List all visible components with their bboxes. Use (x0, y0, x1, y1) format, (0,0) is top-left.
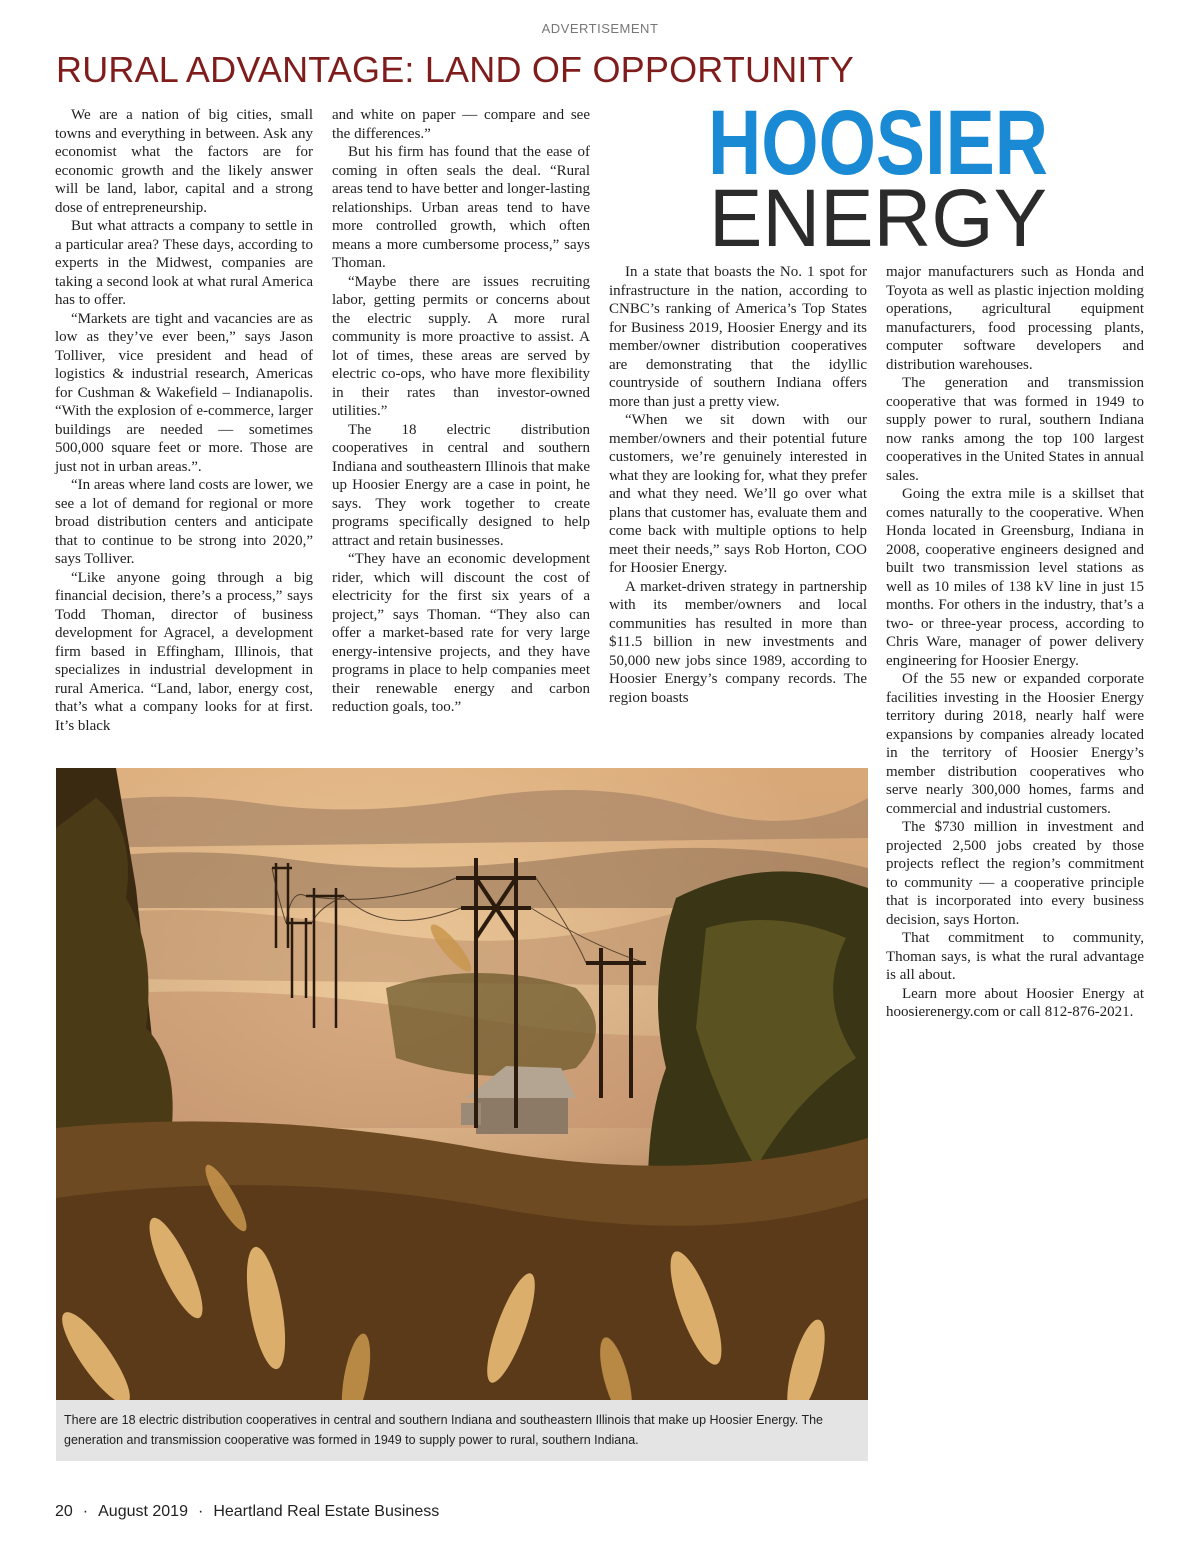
logo-line-1: HOOSIER (708, 92, 1048, 194)
paragraph: But his firm has found that the ease of coming in often seals the deal. “Rural areas tend to have better and longer-lasting relationships. Urban areas tend to have more controlled growth, which often means a more cumbersome process,” says Thoman. (332, 144, 590, 271)
hoosier-energy-logo (706, 92, 1051, 264)
paragraph: “Like anyone going through a big financial decision, there’s a process,” says Todd Thoman, director of business development for Agracel, a development firm based in Effingham, Illinois, that specializes in industrial development in rural America. “Land, labor, energy cost, that’s what a company looks for at first. It’s black (55, 569, 313, 734)
paragraph: The 18 electric distribution cooperatives in central and southern Indiana and southeastern Illinois that make up Hoosier Energy are a case in point, he says. They work together to create programs specifically designed to help attract and retain businesses. (332, 421, 590, 549)
paragraph: major manufacturers such as Honda and Toyota as well as plastic injection molding operations, agricultural equipment manufacturers, food processing plants, computer software developers and distribution warehouses. (886, 264, 1144, 373)
article-column-2 (332, 106, 590, 717)
paragraph: The $730 million in investment and projected 2,500 jobs created by those projects reflect the region’s commitment to community — a cooperative principle that is incorporated into every business decision, says Horton. (886, 819, 1144, 928)
headline: RURAL ADVANTAGE: LAND OF OPPORTUNITY (56, 49, 855, 90)
photo-caption-box (56, 1400, 868, 1461)
paragraph: That commitment to community, Thoman says, is what the rural advantage is all about. (886, 930, 1144, 983)
landscape-photo (56, 768, 868, 1400)
paragraph: Going the extra mile is a skillset that comes naturally to the cooperative. When Honda located in Greensburg, Indiana in 2008, cooperative engineers designed and built two transmission level stations as well as 10 miles of 138 kV line in just 15 months. For others in the industry, that’s a two- or three-year process, according to Chris Ware, manager of power delivery engineering for Hoosier Energy. (886, 486, 1144, 669)
paragraph: “They have an economic development rider, which will discount the cost of electricity for the first six years of a project,” says Thoman. “They also can offer a market-based rate for very large energy-intensive projects, and they have programs in place to help companies meet their renewable energy and carbon reduction goals, too.” (332, 551, 590, 715)
paragraph: Learn more about Hoosier Energy at hoosierenergy.com or call 812-876-2021. (886, 985, 1144, 1020)
photo-caption: There are 18 electric distribution cooperatives in central and southern Indiana and southeastern Illinois that make up Hoosier Energy. The generation and transmission cooperative was formed in 1949 to supply power to rural, southern Indiana. (64, 1413, 824, 1447)
article-column-4 (886, 263, 1144, 1022)
paragraph: In a state that boasts the No. 1 spot for infrastructure in the nation, according to CNBC’s ranking of America’s Top States for Business 2019, Hoosier Energy and its member/owner distribution cooperatives are demonstrating that the idyllic countryside of southern Indiana offers more than just a pretty view. (609, 264, 867, 410)
footer-separator: · (197, 1503, 204, 1520)
power-line-landscape-image (56, 768, 868, 1400)
paragraph: “In areas where land costs are lower, we see a lot of demand for regional or more broad distribution centers and anticipate that to continue to be strong into 2020,” says Tolliver. (55, 477, 313, 567)
paragraph: “Markets are tight and vacancies are as low as they’ve ever been,” says Jason Tolliver, vice president and head of logistics & industrial research, Americas for Cushman & Wakefield – Indianapolis. “With the explosion of e-commerce, larger buildings are needed — sometimes 500,000 square feet or more. Those are just not in urban areas.”. (55, 310, 313, 475)
paragraph: Of the 55 new or expanded corporate facilities investing in the Hoosier Energy territory during 2018, nearly half were expansions by companies already located in the territory of Hoosier Energy’s member distribution cooperatives who serve nearly 300,000 homes, farms and commercial and industrial customers. (886, 671, 1144, 817)
page-footer (55, 1503, 439, 1521)
paragraph: We are a nation of big cities, small towns and everything in between. Ask any economist what the factors are for economic growth and the likely answer will be land, labor, capital and a strong dose of entrepreneurship. (55, 107, 313, 216)
paragraph: “Maybe there are issues recruiting labor, getting permits or concerns about the electric supply. A more rural community is more proactive to assist. A lot of times, these areas are served by electric co-ops, who have more flexibility in their rates than investor-owned utilities.” (332, 273, 590, 419)
paragraph: “When we sit down with our member/owners and their potential future customers, we’re genuinely interested in what they are looking for, what they prefer and what they need. We’ll go over what plans that customer has, evaluate them and come back with multiple options to help meet their needs,” says Rob Horton, COO for Hoosier Energy. (609, 412, 867, 576)
page-number: 20 (55, 1503, 73, 1520)
article-column-1 (55, 106, 313, 735)
paragraph: and white on paper — compare and see the differences.” (332, 107, 590, 142)
paragraph: A market-driven strategy in partnership with its member/owners and local communities has resulted in more than $11.5 billion in new investments and 50,000 new jobs since 1989, according to Hoosier Energy’s company records. The region boasts (609, 578, 867, 706)
publication-name: Heartland Real Estate Business (213, 1503, 440, 1520)
advertisement-label: ADVERTISEMENT (541, 21, 659, 36)
issue-date: August 2019 (98, 1503, 188, 1520)
footer-separator: · (82, 1503, 89, 1520)
paragraph: The generation and transmission cooperative that was formed in 1949 to supply power to rural, southern Indiana now ranks among the top 100 largest cooperatives in the United States in annual sales. (886, 375, 1144, 484)
logo-line-2: ENERGY (709, 173, 1047, 264)
article-column-3 (609, 263, 867, 707)
paragraph: But what attracts a company to settle in a particular area? These days, according to experts in the Midwest, companies are taking a second look at what rural America has to offer. (55, 218, 313, 308)
